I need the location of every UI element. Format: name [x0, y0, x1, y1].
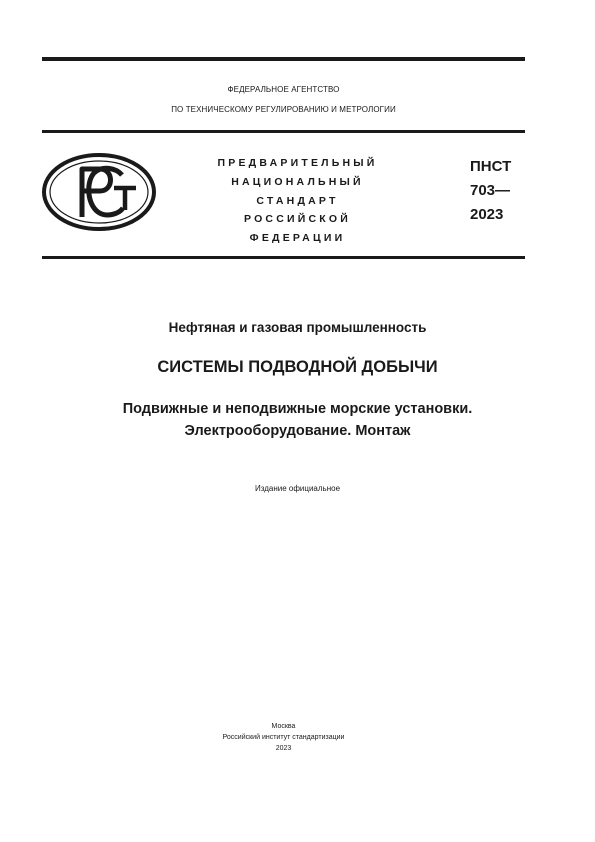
standard-type-line-4: РОССИЙСКОЙ: [244, 213, 351, 226]
imprint-publisher: Российский институт стандартизации: [222, 734, 345, 741]
document-subtitle: [42, 398, 553, 442]
designation-prefix: ПНСТ: [470, 158, 512, 175]
gost-r-logo-svg: [42, 152, 156, 232]
gost-r-logo-icon: [42, 152, 156, 232]
standard-type-line-2: НАЦИОНАЛЬНЫЙ: [231, 175, 364, 188]
standard-type-line-1: ПРЕДВАРИТЕЛЬНЫЙ: [217, 157, 378, 169]
subtitle-line-1: Подвижные и неподвижные морские установки.: [122, 401, 473, 417]
agency-line-2: ПО ТЕХНИЧЕСКОМУ РЕГУЛИРОВАНИЮ И МЕТРОЛОГИИ: [171, 105, 396, 114]
top-rule: [42, 57, 525, 61]
bottom-rule: [42, 256, 525, 259]
imprint-year: 2023: [275, 745, 292, 752]
agency-line-1: ФЕДЕРАЛЬНОЕ АГЕНТСТВО: [227, 85, 340, 94]
industry-title: Нефтяная и газовая промышленность: [168, 320, 427, 335]
standard-designation: [470, 155, 511, 227]
standard-type-line-3: СТАНДАРТ: [256, 194, 339, 207]
standard-type: [195, 154, 400, 248]
imprint-city: Москва: [271, 723, 296, 730]
edition-note: Издание официальное: [254, 484, 341, 493]
agency-header: [42, 80, 525, 120]
subtitle-line-2: Электрооборудование. Монтаж: [184, 423, 411, 439]
standard-type-line-5: ФЕДЕРАЦИИ: [249, 232, 346, 245]
designation-year: 2023: [470, 206, 504, 223]
imprint: [42, 721, 525, 754]
system-title: СИСТЕМЫ ПОДВОДНОЙ ДОБЫЧИ: [157, 358, 438, 376]
designation-number: 703—: [470, 182, 511, 199]
middle-rule: [42, 130, 525, 133]
